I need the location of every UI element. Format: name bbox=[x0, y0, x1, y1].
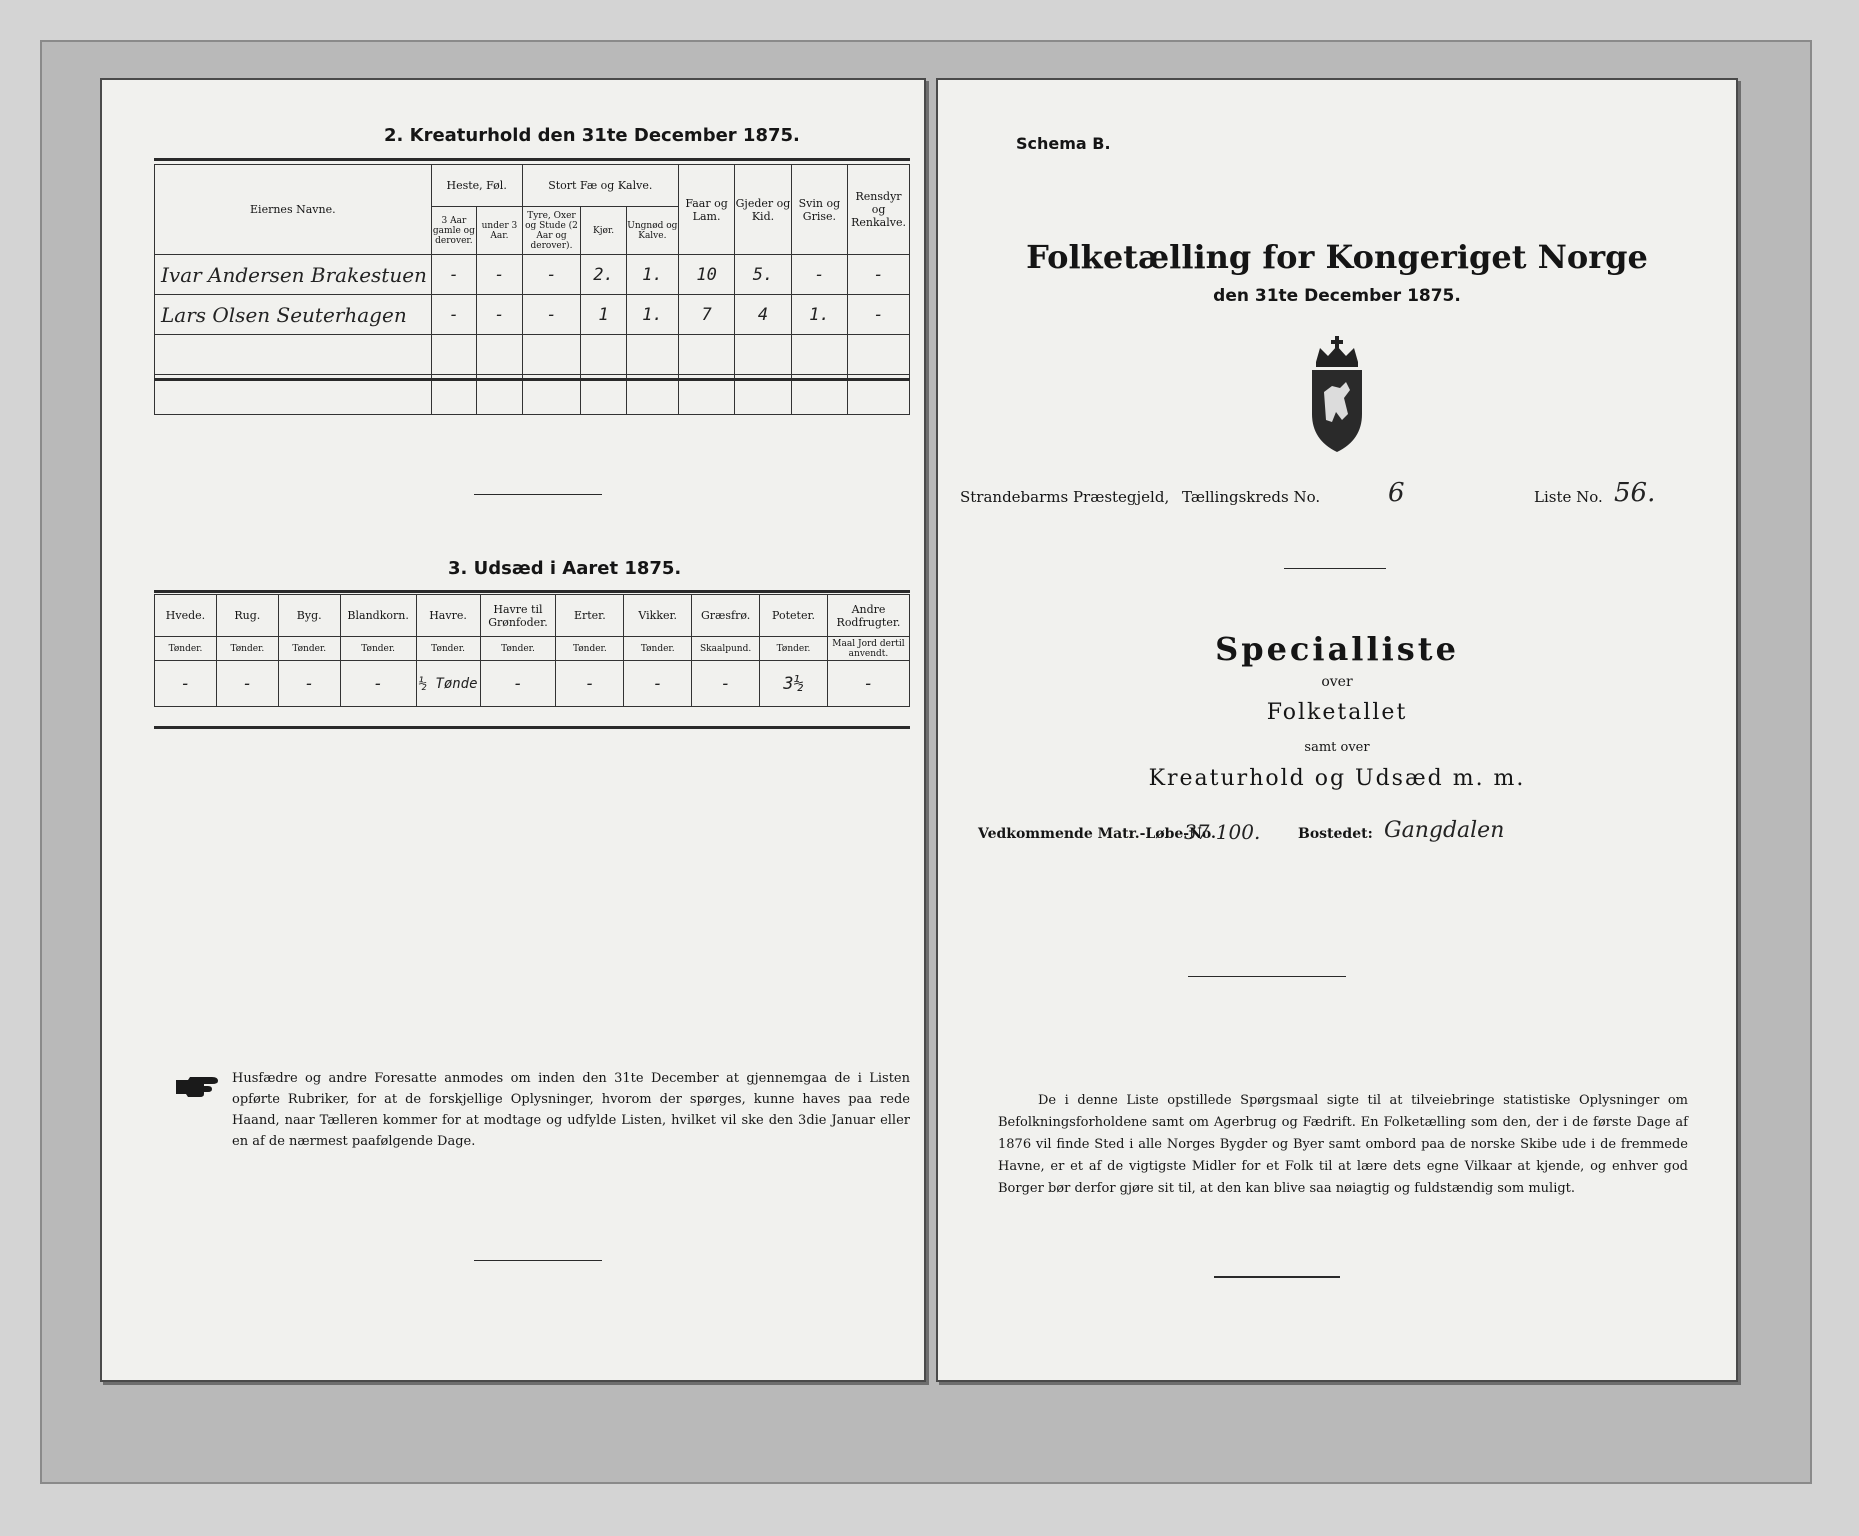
mixed-grain-header: Blandkorn. bbox=[340, 595, 416, 637]
over-label: over bbox=[1321, 674, 1353, 690]
notice-text: Husfædre og andre Foresatte anmodes om inden den 31te December at gjennemgaa de i Listen opførte Rubriker, for at de forskjellige Oplysninger, hvorom der spørges, kunne haves paa rede Haand, naar Tælleren kommer for at modtage og udfylde Listen, hvilket vil ske den 3die Januar eller en af de nærmest paafølgende Dage. bbox=[232, 1071, 910, 1149]
special-list-title: Specialliste bbox=[1215, 630, 1459, 668]
divider bbox=[474, 1260, 602, 1261]
sheep-header: Faar og Lam. bbox=[678, 165, 734, 255]
table-cell: 2. bbox=[581, 255, 627, 295]
pointing-hand-icon bbox=[174, 1074, 220, 1100]
bosted-label: Bostedet: bbox=[1298, 826, 1373, 842]
goats-header: Gjeder og Kid. bbox=[735, 165, 791, 255]
section2-title: 2. Kreaturhold den 31te December 1875. bbox=[384, 125, 800, 146]
pigs-header: Svin og Grise. bbox=[791, 165, 847, 255]
table-cell: - bbox=[216, 661, 278, 707]
unit-label: Tønder. bbox=[278, 637, 340, 661]
unit-label: Maal Jord dertil anvendt. bbox=[827, 637, 909, 661]
parish-label: Strandebarms Præstegjeld, bbox=[960, 488, 1170, 506]
main-title: Folketælling for Kongeriget Norge bbox=[1026, 238, 1648, 276]
table-row-empty bbox=[155, 335, 910, 375]
schema-label: Schema B. bbox=[1016, 134, 1111, 153]
table-cell: 1. bbox=[626, 255, 678, 295]
wheat-header: Hvede. bbox=[155, 595, 217, 637]
table-cell: - bbox=[556, 661, 624, 707]
green-oats-header: Havre til Grønfoder. bbox=[480, 595, 556, 637]
calves-header: Ungnød og Kalve. bbox=[626, 207, 678, 255]
norwegian-coat-of-arms-icon bbox=[1306, 336, 1368, 454]
divider bbox=[1188, 976, 1346, 977]
grass-seed-header: Græsfrø. bbox=[692, 595, 760, 637]
unit-label: Skaalpund. bbox=[692, 637, 760, 661]
section3-top-rule bbox=[154, 590, 910, 593]
sowing-table bbox=[154, 594, 910, 707]
livestock-sowing-label: Kreaturhold og Udsæd m. m. bbox=[1148, 766, 1526, 791]
table-row bbox=[155, 295, 910, 335]
list-number: 56. bbox=[1614, 478, 1656, 508]
unit-label: Tønder. bbox=[480, 637, 556, 661]
section3-bottom-rule bbox=[154, 726, 910, 729]
table-cell: 1. bbox=[791, 295, 847, 335]
section2-top-rule bbox=[154, 158, 910, 161]
table-cell: 1. bbox=[626, 295, 678, 335]
bulls-header: Tyre, Oxer og Stude (2 Aar og derover). bbox=[522, 207, 581, 255]
table-cell: - bbox=[477, 295, 523, 335]
horses-under3-header: under 3 Aar. bbox=[477, 207, 523, 255]
left-page bbox=[100, 78, 926, 1382]
table-cell: - bbox=[692, 661, 760, 707]
unit-label: Tønder. bbox=[340, 637, 416, 661]
table-cell: - bbox=[480, 661, 556, 707]
table-cell: ½ Tønde bbox=[416, 661, 480, 707]
table-cell: - bbox=[340, 661, 416, 707]
owner-name: Ivar Andersen Brakestuen bbox=[155, 255, 432, 295]
vetch-header: Vikker. bbox=[624, 595, 692, 637]
barley-header: Byg. bbox=[278, 595, 340, 637]
cows-header: Kjør. bbox=[581, 207, 627, 255]
table-cell: - bbox=[431, 295, 477, 335]
footer-text: De i denne Liste opstillede Spørgsmaal sigte til at tilveiebringe statistiske Oplysninger om Befolkningsforholdene samt om Agerbrug og Fædrift. En Folketælling som den, der i de første Dage af 1876 vil finde Sted i alle Norges Bygder og Byer samt ombord paa de norske Skibe ude i de fremmede Havne, er et af de vigtigste Midler for et Folk til at lære dets egne Vilkaar at kjende, og enhver god Borger bør derfor gjøre sit til, at den kan blive saa nøiagtig og fuldstændig som muligt. bbox=[998, 1093, 1688, 1196]
divider bbox=[1214, 1276, 1340, 1278]
divider bbox=[474, 494, 602, 495]
owner-name: Lars Olsen Seuterhagen bbox=[155, 295, 432, 335]
matr-number: 37 100. bbox=[1184, 820, 1261, 844]
unit-label: Tønder. bbox=[155, 637, 217, 661]
table-cell: - bbox=[522, 255, 581, 295]
unit-label: Tønder. bbox=[216, 637, 278, 661]
population-label: Folketallet bbox=[1266, 700, 1408, 725]
table-cell: - bbox=[848, 295, 910, 335]
bosted-value: Gangdalen bbox=[1384, 818, 1505, 843]
table-cell: 10 bbox=[678, 255, 734, 295]
section3-title: 3. Udsæd i Aaret 1875. bbox=[448, 558, 682, 579]
right-page bbox=[936, 78, 1738, 1382]
unit-label: Tønder. bbox=[556, 637, 624, 661]
reindeer-header: Rensdyr og Renkalve. bbox=[848, 165, 910, 255]
unit-label: Tønder. bbox=[624, 637, 692, 661]
table-cell: - bbox=[155, 661, 217, 707]
table-cell: - bbox=[477, 255, 523, 295]
table-row bbox=[155, 661, 910, 707]
table-row bbox=[155, 255, 910, 295]
table-cell: 3½ bbox=[760, 661, 828, 707]
district-label: Tællingskreds No. bbox=[1182, 488, 1321, 506]
table-cell: - bbox=[624, 661, 692, 707]
table-cell: - bbox=[848, 255, 910, 295]
matr-label: Vedkommende Matr.-Løbe-No. bbox=[978, 826, 1216, 842]
horses-group-header: Heste, Føl. bbox=[431, 165, 522, 207]
table-cell: - bbox=[278, 661, 340, 707]
table-cell: - bbox=[431, 255, 477, 295]
section2-bottom-rule bbox=[154, 378, 910, 381]
table-cell: - bbox=[522, 295, 581, 335]
district-number: 6 bbox=[1388, 478, 1405, 508]
cattle-group-header: Stort Fæ og Kalve. bbox=[522, 165, 678, 207]
table-cell: 4 bbox=[735, 295, 791, 335]
table-cell: 1 bbox=[581, 295, 627, 335]
unit-label: Tønder. bbox=[416, 637, 480, 661]
table-cell: - bbox=[791, 255, 847, 295]
samt-over-label: samt over bbox=[1304, 740, 1370, 755]
other-roots-header: Andre Rodfrugter. bbox=[827, 595, 909, 637]
divider bbox=[1284, 568, 1386, 569]
table-cell: - bbox=[827, 661, 909, 707]
census-date: den 31te December 1875. bbox=[1213, 286, 1461, 306]
owner-header: Eiernes Navne. bbox=[155, 165, 432, 255]
peas-header: Erter. bbox=[556, 595, 624, 637]
table-cell: 7 bbox=[678, 295, 734, 335]
potatoes-header: Poteter. bbox=[760, 595, 828, 637]
list-label: Liste No. bbox=[1534, 488, 1603, 506]
unit-label: Tønder. bbox=[760, 637, 828, 661]
rye-header: Rug. bbox=[216, 595, 278, 637]
oats-header: Havre. bbox=[416, 595, 480, 637]
horses-3yr-header: 3 Aar gamle og derover. bbox=[431, 207, 477, 255]
table-cell: 5. bbox=[735, 255, 791, 295]
